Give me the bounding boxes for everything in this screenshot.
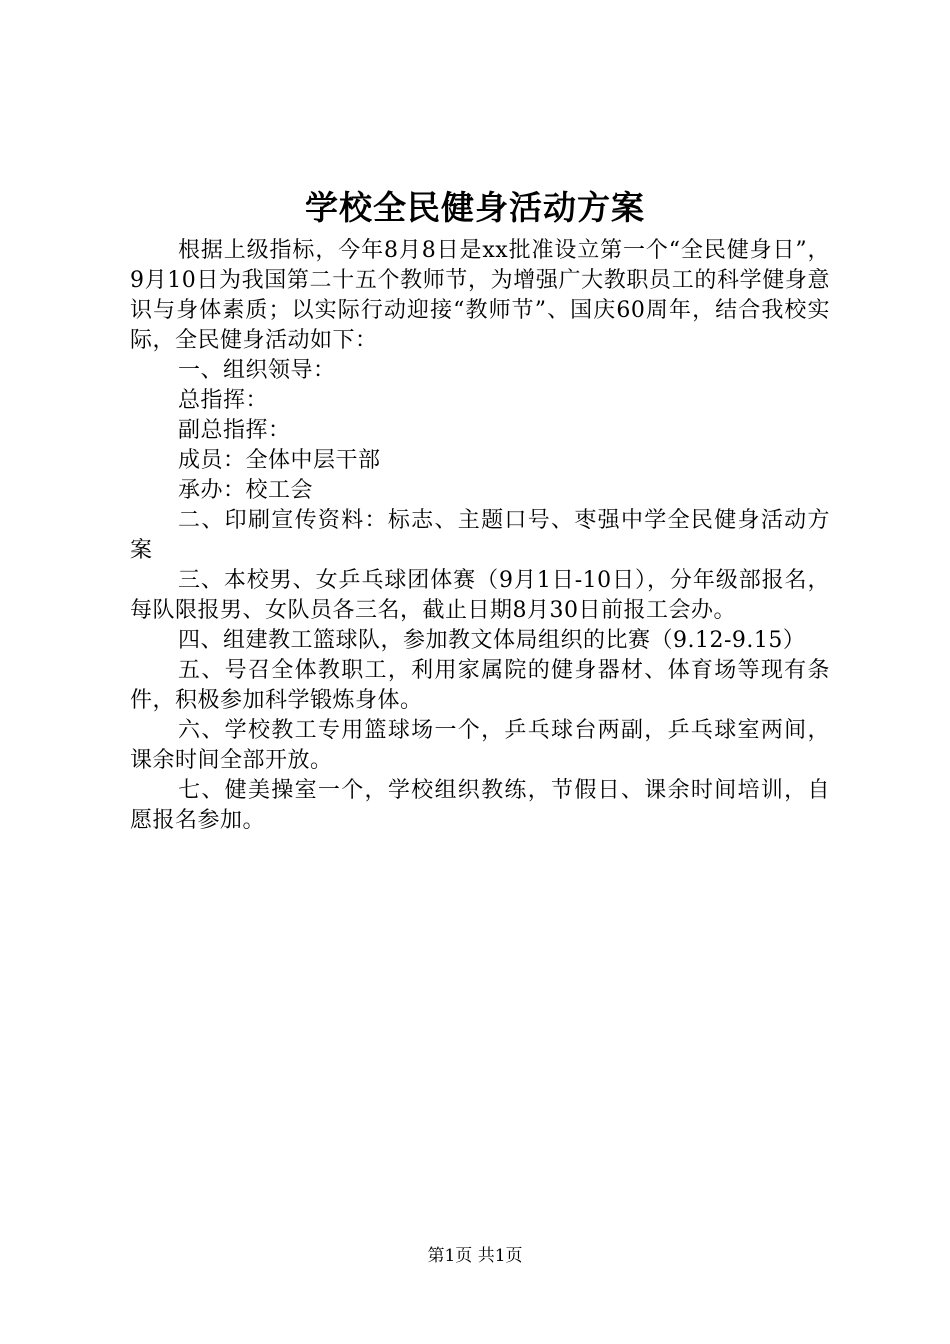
paragraph-commander: 总指挥： <box>178 388 269 413</box>
paragraph-table-tennis: 三、本校男、女乒乓球团体赛（9月1日-10日），分年级部报名，每队限报男、女队员各三名，截止日期8月30日前报工会办。 <box>130 568 830 623</box>
paragraph-exercise-call: 五、号召全体教职工，利用家属院的健身器材、体育场等现有条件，积极参加科学锻炼身体。 <box>130 658 830 713</box>
paragraph-organizer: 承办：校工会 <box>178 478 314 503</box>
paragraph-deputy-commander: 副总指挥： <box>178 418 291 443</box>
paragraph-members: 成员：全体中层干部 <box>178 448 381 473</box>
document-title: 学校全民健身活动方案 <box>305 188 645 227</box>
page-footer: 第1页 共1页 <box>427 1246 523 1266</box>
paragraph-organization: 一、组织领导： <box>178 358 336 383</box>
document-body <box>130 236 830 836</box>
paragraph-publicity: 二、印刷宣传资料：标志、主题口号、枣强中学全民健身活动方案 <box>130 508 830 563</box>
paragraph-intro: 根据上级指标，今年8月8日是xx批准设立第一个“全民健身日”，9月10日为我国第二十五个教师节，为增强广大教职员工的科学健身意识与身体素质；以实际行动迎接“教师节”、国庆60周年，结合我校实际，全民健身活动如下： <box>130 238 830 353</box>
paragraph-basketball-team: 四、组建教工篮球队，参加教文体局组织的比赛（9.12-9.15） <box>178 628 806 653</box>
paragraph-facilities: 六、学校教工专用篮球场一个，乒乓球台两副，乒乓球室两间，课余时间全部开放。 <box>130 718 830 773</box>
paragraph-aerobics: 七、健美操室一个，学校组织教练，节假日、课余时间培训，自愿报名参加。 <box>130 778 830 833</box>
